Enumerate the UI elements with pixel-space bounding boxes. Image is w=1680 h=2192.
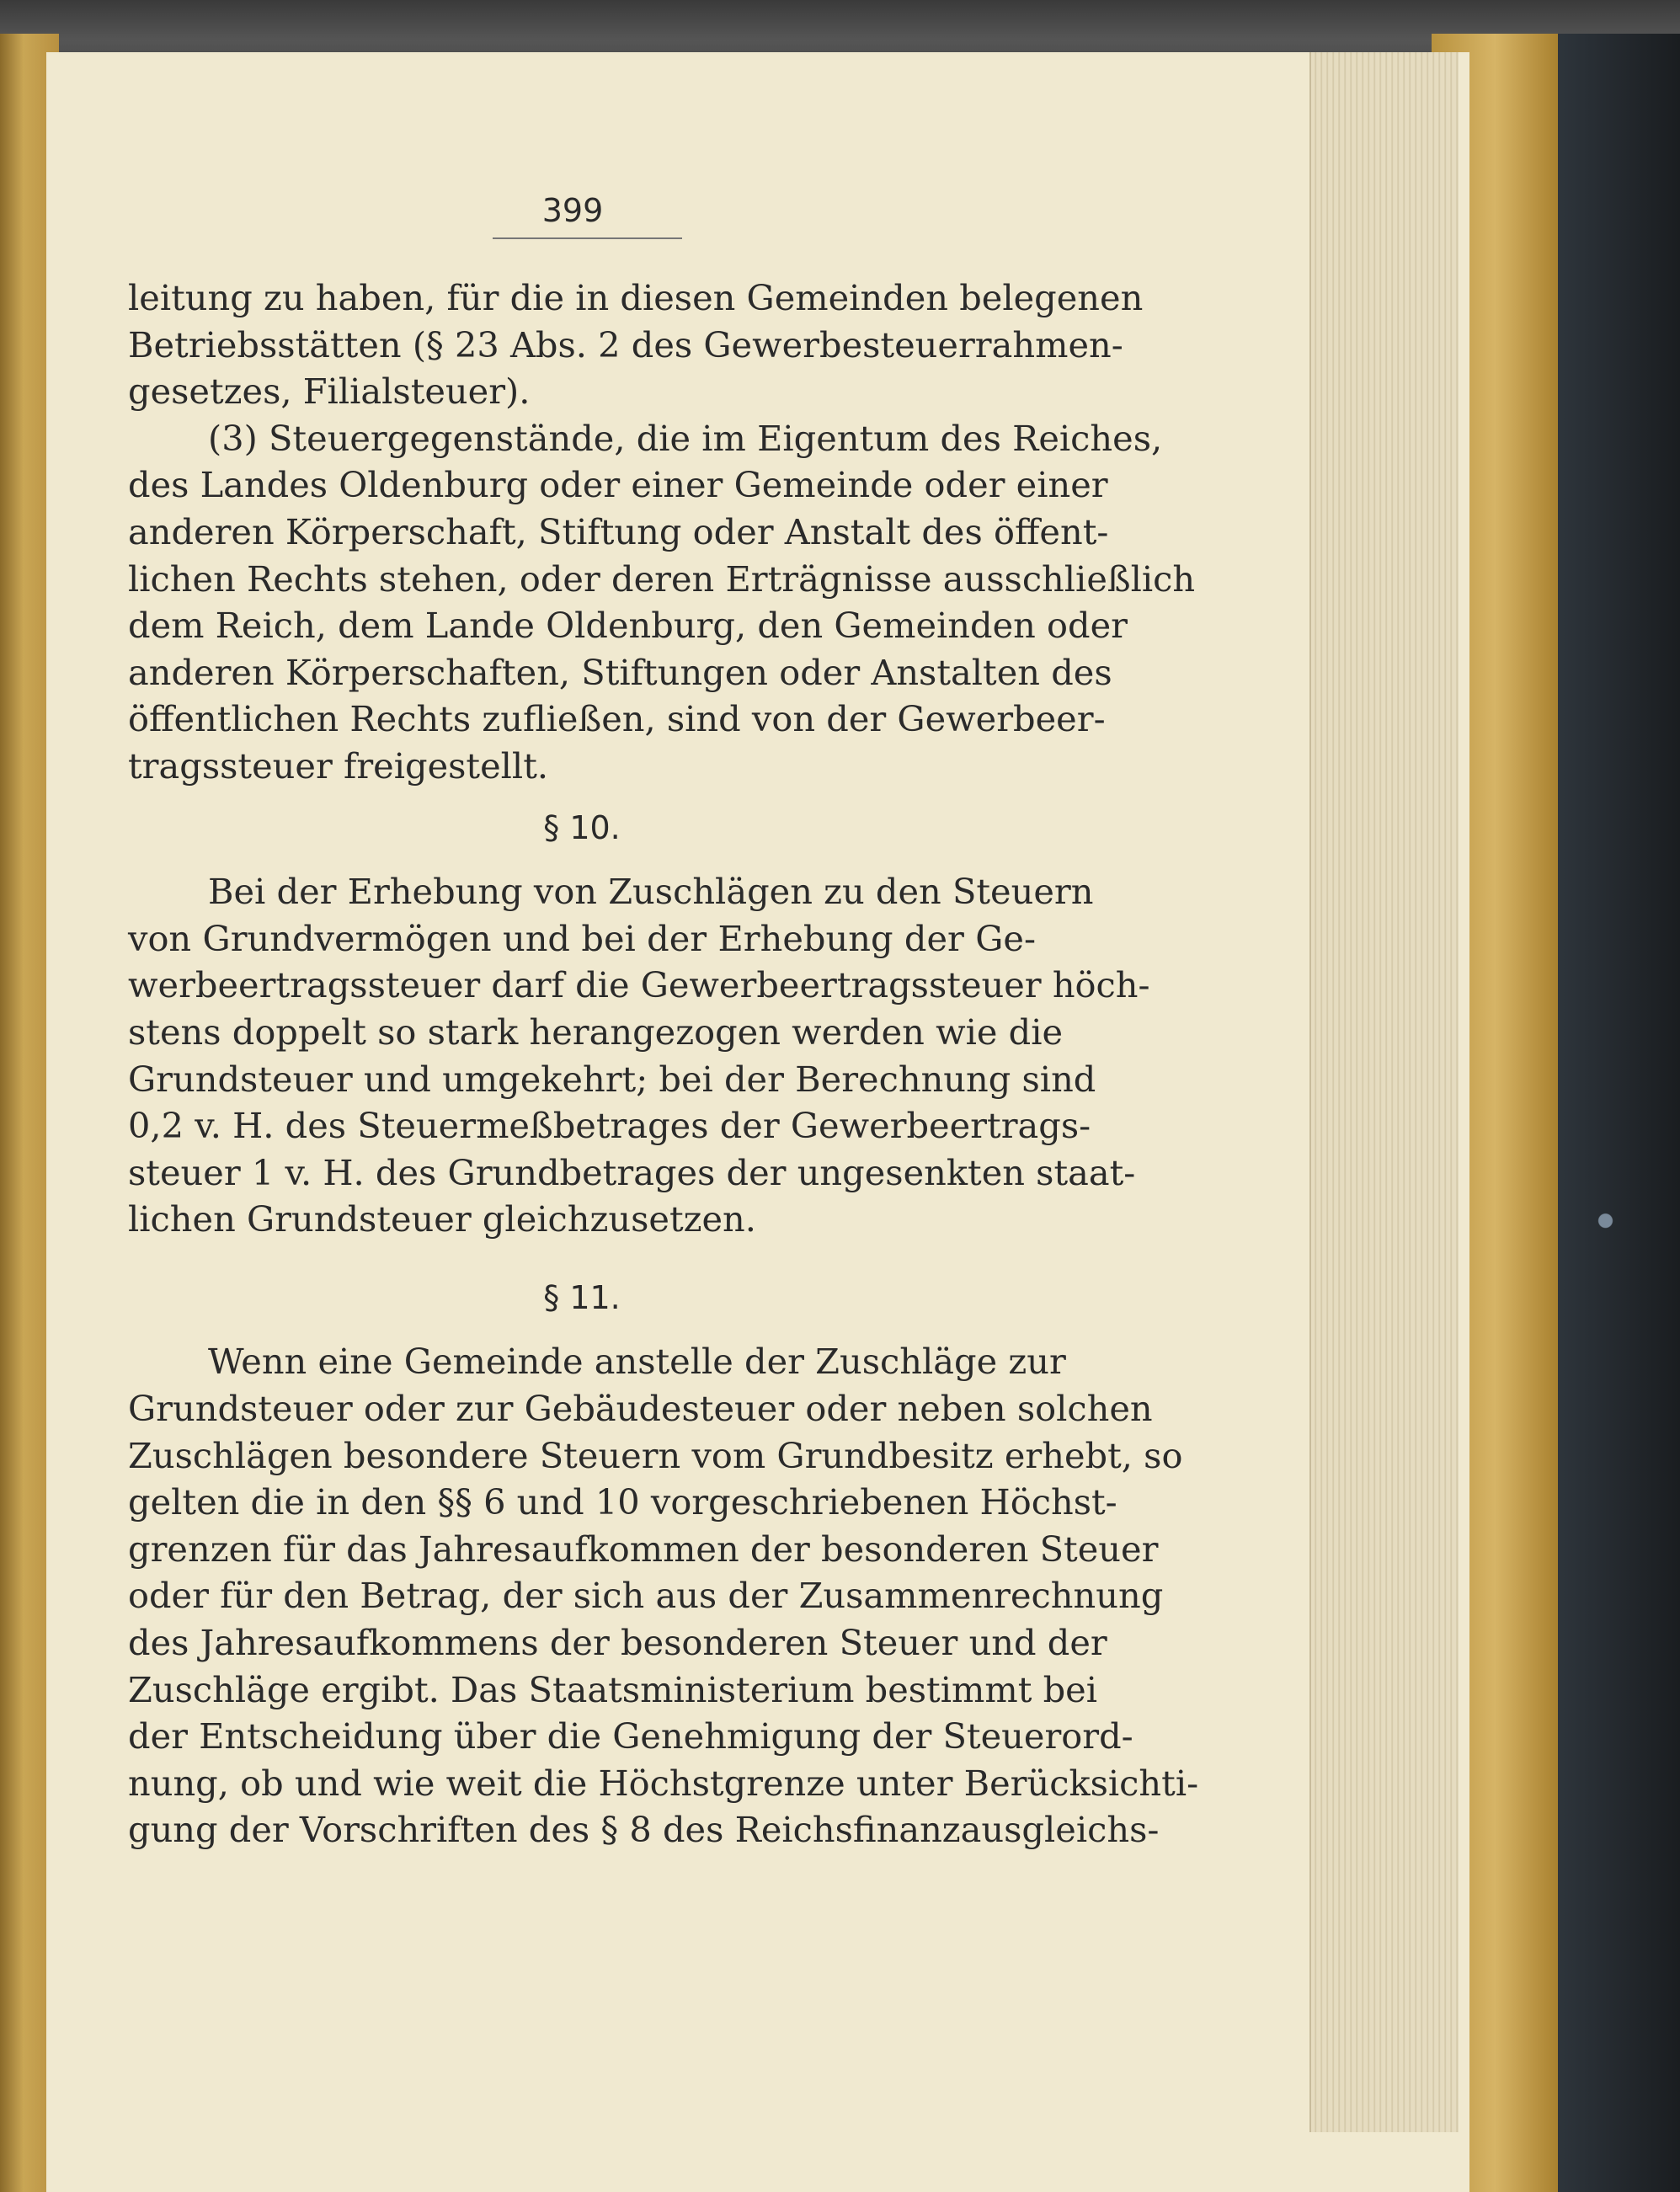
text-line: Zuschlägen besondere Steuern vom Grundbesitz erhebt, so [128,1434,1183,1476]
text-line: nung, ob und wie weit die Höchstgrenze unter Berücksichti- [128,1762,1199,1804]
page-body [128,275,1199,1853]
paragraph [128,415,1196,790]
page-number-rule [493,237,682,239]
text-line: Grundsteuer oder zur Gebäudesteuer oder neben solchen [128,1388,1153,1430]
text-line: anderen Körperschaft, Stiftung oder Anstalt des öffent- [128,510,1109,552]
text-line: der Entscheidung über die Genehmigung der Steuerord- [128,1715,1133,1757]
text-line: 0,2 v. H. des Steuermeßbetrages der Gewerbeertrags- [128,1105,1091,1147]
text-line: des Landes Oldenburg oder einer Gemeinde oder einer [128,464,1108,506]
text-line: gung der Vorschriften des § 8 des Reichsfinanzausgleichs- [128,1809,1160,1851]
paragraph [128,868,1150,1243]
text-line: Bei der Erhebung von Zuschlägen zu den Steuern [208,871,1094,913]
text-line: Zuschläge ergibt. Das Staatsministerium bestimmt bei [128,1668,1097,1710]
text-line: anderen Körperschaften, Stiftungen oder Anstalten des [128,651,1112,693]
text-line: tragssteuer freigestellt. [128,744,549,787]
section-heading: § 10. [543,808,621,846]
text-line: oder für den Betrag, der sich aus der Zusammenrechnung [128,1575,1164,1617]
text-line: gelten die in den §§ 6 und 10 vorgeschriebenen Höchst- [128,1481,1117,1523]
text-line: (3) Steuergegenstände, die im Eigentum des Reiches, [208,417,1163,459]
text-line: Grundsteuer und umgekehrt; bei der Berechnung sind [128,1058,1096,1100]
text-line: gesetzes, Filialsteuer). [128,371,531,413]
paragraph [128,275,1144,415]
section-heading: § 11. [543,1278,621,1316]
text-line: öffentlichen Rechts zufließen, sind von der Gewerbeer- [128,698,1106,740]
page-block-edges [1309,52,1459,2132]
text-line: von Grundvermögen und bei der Erhebung der Ge- [128,917,1036,959]
text-line: lichen Rechts stehen, oder deren Erträgnisse ausschließlich [128,557,1196,600]
text-line: werbeertragssteuer darf die Gewerbeertragssteuer höch- [128,964,1150,1006]
text-line: grenzen für das Jahresaufkommen der besonderen Steuer [128,1528,1159,1570]
page-number: 399 [541,192,604,229]
text-line: lichen Grundsteuer gleichzusetzen. [128,1198,756,1240]
text-line: Wenn eine Gemeinde anstelle der Zuschläge zur [208,1341,1066,1383]
text-line: dem Reich, dem Lande Oldenburg, den Gemeinden oder [128,605,1128,647]
text-line: leitung zu haben, für die in diesen Gemeinden belegenen [128,277,1144,318]
text-line: stens doppelt so stark herangezogen werden wie die [128,1011,1064,1053]
text-line: steuer 1 v. H. des Grundbetrages der ungesenkten staat- [128,1151,1136,1193]
paragraph [128,1338,1199,1853]
text-line: des Jahresaufkommens der besonderen Steuer und der [128,1622,1107,1664]
text-line: Betriebsstätten (§ 23 Abs. 2 des Gewerbesteuerrahmen- [128,323,1123,365]
